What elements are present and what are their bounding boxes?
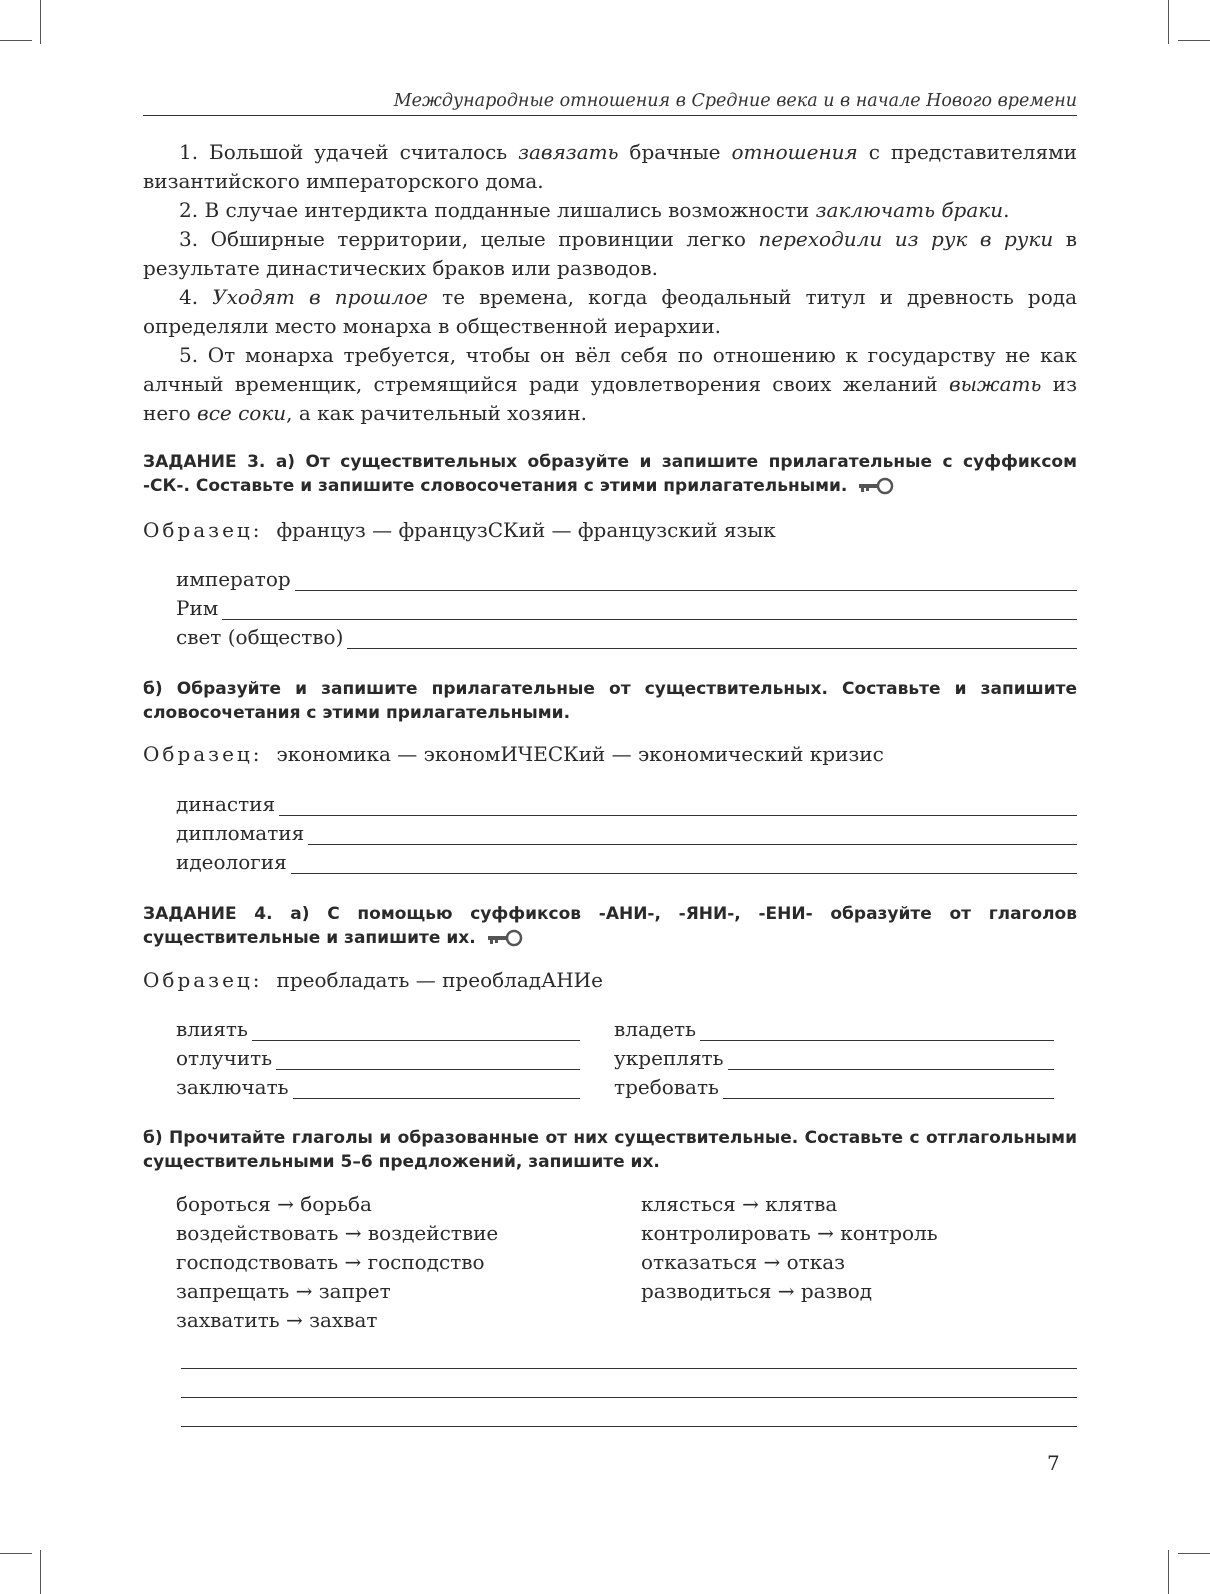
verb-noun-pair: контролировать → контроль bbox=[641, 1221, 938, 1245]
sentence-2: 2. В случае интердикта подданные лишались возможности заключать браки. bbox=[179, 198, 1010, 222]
crop-mark bbox=[0, 40, 32, 41]
verb-noun-pair: господствовать → господство bbox=[176, 1250, 485, 1274]
key-icon bbox=[857, 476, 895, 496]
arrow-icon: → bbox=[295, 1279, 313, 1303]
verb-noun-pair: разводиться → развод bbox=[641, 1279, 873, 1303]
answer-blank[interactable] bbox=[293, 1076, 580, 1099]
answer-blank[interactable] bbox=[308, 822, 1077, 845]
running-title: Международные отношения в Средние века и в начале Нового времени bbox=[393, 91, 1077, 111]
key-icon bbox=[486, 928, 524, 948]
answer-blank[interactable] bbox=[723, 1076, 1054, 1099]
answer-blank[interactable] bbox=[291, 851, 1077, 874]
task3b-instruction: б) Образуйте и запишите прилагательные от существительных. Составьте и запишите словосочетания с этими прилагательными. bbox=[143, 679, 1077, 723]
task3a-row: император bbox=[176, 563, 1077, 591]
crop-mark bbox=[40, 1550, 41, 1594]
verb-noun-pair: запрещать → запрет bbox=[176, 1279, 391, 1303]
page-number: 7 bbox=[1047, 1451, 1060, 1475]
task3b-sample: Образец: экономика — экономИЧЕСКий — экономический кризис bbox=[143, 742, 884, 766]
answer-blank[interactable] bbox=[181, 1426, 1077, 1427]
answer-blank[interactable] bbox=[295, 568, 1077, 591]
task4a-row: влиять bbox=[176, 1013, 580, 1041]
arrow-icon: → bbox=[763, 1250, 781, 1274]
crop-mark bbox=[40, 0, 41, 44]
answer-blank[interactable] bbox=[276, 1047, 580, 1070]
verb-noun-pair: воздействовать → воздействие bbox=[176, 1221, 499, 1245]
answer-blank[interactable] bbox=[252, 1018, 580, 1041]
task3b-row: династия bbox=[176, 788, 1077, 816]
arrow-icon: → bbox=[817, 1221, 834, 1245]
crop-mark bbox=[1168, 1550, 1169, 1594]
task4a-row: отлучить bbox=[176, 1042, 580, 1070]
crop-mark bbox=[1178, 40, 1210, 41]
task4a-row: укреплять bbox=[614, 1042, 1054, 1070]
task4a-row: заключать bbox=[176, 1071, 580, 1099]
task3b-row: идеология bbox=[176, 846, 1077, 874]
arrow-icon: → bbox=[344, 1221, 362, 1245]
answer-blank[interactable] bbox=[222, 597, 1077, 620]
task4b-instruction: б) Прочитайте глаголы и образованные от них существительные. Составьте с отглагольными существительными 5–6 предложений, запишите их. bbox=[143, 1128, 1077, 1172]
arrow-icon: → bbox=[777, 1279, 795, 1303]
task3a-instruction: ЗАДАНИЕ 3. а) От существительных образуйте и запишите прилагательные с суффиксом -СК-. Составьте и запишите словосочетания с этими прилагательными. bbox=[143, 452, 1077, 496]
answer-blank[interactable] bbox=[279, 793, 1077, 816]
task3a-row: свет (общество) bbox=[176, 621, 1077, 649]
arrow-icon: → bbox=[286, 1308, 303, 1332]
verb-noun-pair: отказаться → отказ bbox=[641, 1250, 846, 1274]
sentence-1: 1. Большой удачей считалось завязать брачные отношения с представителями византийского императорского дома. bbox=[143, 140, 1078, 193]
task3b-row: дипломатия bbox=[176, 817, 1077, 845]
sentence-5: 5. От монарха требуется, чтобы он вёл себя по отношению к государству не как алчный временщик, стремящийся ради удовлетворения своих желаний выжать из него все соки, а как рачительный хозяин. bbox=[143, 343, 1077, 425]
crop-mark bbox=[1168, 0, 1169, 44]
verb-noun-pair: клясться → клятва bbox=[641, 1192, 838, 1216]
sentence-3: 3. Обширные территории, целые провинции легко переходили из рук в руки в результате династических браков или разводов. bbox=[143, 227, 1077, 280]
arrow-icon: → bbox=[277, 1192, 294, 1216]
sentence-4: 4. Уходят в прошлое те времена, когда феодальный титул и древность рода определяли место монарха в общественной иерархии. bbox=[143, 285, 1077, 338]
crop-mark bbox=[0, 1553, 32, 1554]
crop-mark bbox=[1178, 1553, 1210, 1554]
task4a-sample: Образец: преобладать — преобладАНИе bbox=[143, 968, 603, 992]
task4a-instruction: ЗАДАНИЕ 4. а) С помощью суффиксов -АНИ-, -ЯНИ-, -ЕНИ- образуйте от глаголов существительные и запишите их. bbox=[143, 904, 1077, 948]
answer-blank[interactable] bbox=[347, 626, 1077, 649]
header-divider bbox=[143, 115, 1077, 116]
task3a-row: Рим bbox=[176, 592, 1077, 620]
arrow-icon: → bbox=[344, 1250, 362, 1274]
answer-blank[interactable] bbox=[181, 1397, 1077, 1398]
exercise-sentences bbox=[143, 138, 1077, 428]
answer-blank[interactable] bbox=[728, 1047, 1054, 1070]
task3a-sample: Образец: француз — французСКий — французский язык bbox=[143, 518, 776, 542]
arrow-icon: → bbox=[742, 1192, 759, 1216]
answer-blank[interactable] bbox=[700, 1018, 1054, 1041]
verb-noun-pair: бороться → борьба bbox=[176, 1192, 372, 1216]
task4a-row: владеть bbox=[614, 1013, 1054, 1041]
answer-blank[interactable] bbox=[181, 1368, 1077, 1369]
verb-noun-pair: захватить → захват bbox=[176, 1308, 378, 1332]
task4a-row: требовать bbox=[614, 1071, 1054, 1099]
